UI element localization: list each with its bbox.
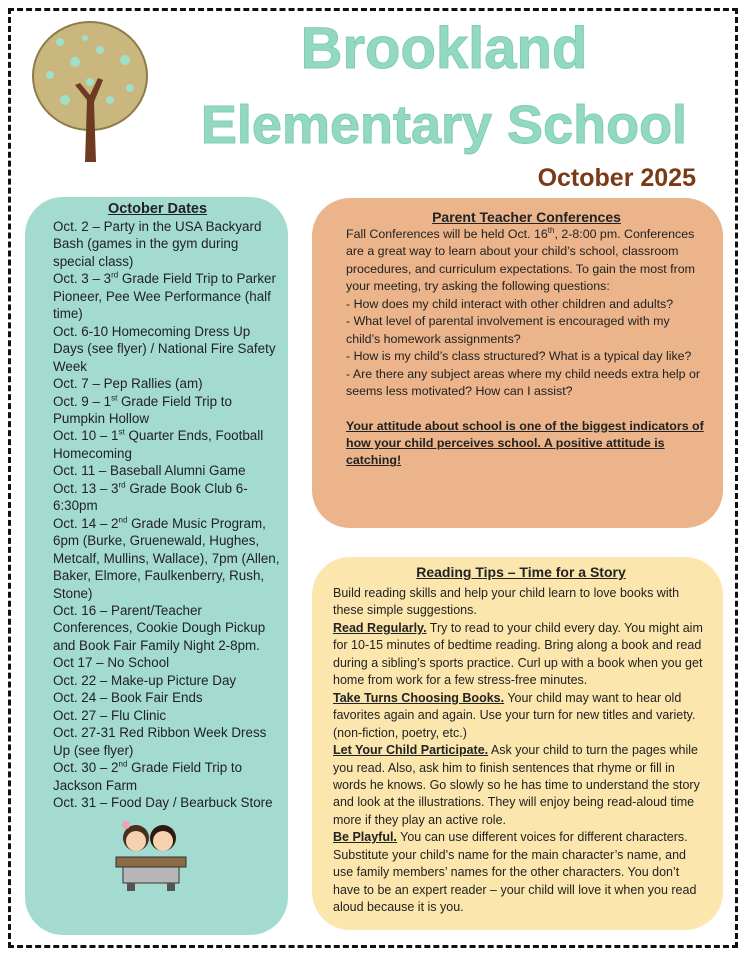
dates-list <box>53 218 282 811</box>
reading-tip: Read Regularly. Try to read to your child every day. You might aim for 10-15 minutes of bedtime reading. Bring along a book and read during a sibling’s sports practice. Curl up with a book when you get home from work for a few stress-free minutes. <box>333 620 703 688</box>
date-item: Oct. 31 – Food Day / Bearbuck Store <box>53 794 273 810</box>
parent-teacher-conferences-panel <box>312 198 723 528</box>
date-item: Oct. 16 – Parent/Teacher Conferences, Cookie Dough Pickup and Book Fair Family Night 2-8pm. <box>53 602 266 653</box>
date-item: Oct 17 – No School <box>53 655 170 671</box>
date-item: Oct. 30 – 2nd Grade Field Trip to Jackson Farm <box>53 759 243 793</box>
conferences-title: Parent Teacher Conferences <box>432 209 621 225</box>
date-item: Oct. 11 – Baseball Alumni Game <box>53 463 246 479</box>
date-item: Oct. 14 – 2nd Grade Music Program, 6pm (Burke, Gruenewald, Hughes, Metcalf, Mullins, Wallace), 7pm (Allen, Baker, Elmore, Faulkenberry, Rush, Stone) <box>53 515 280 601</box>
newsletter-date: October 2025 <box>537 164 696 192</box>
october-dates-title: October Dates <box>107 201 208 217</box>
reading-tip: Be Playful. You can use different voices for different characters. Substitute your child’s name for the main character’s name, and use family members’ names for the other characters. You don’t have to be an expert reader – your child will love it when you read aloud because it is you. <box>333 830 697 915</box>
school-name-line2: Elementary School <box>200 95 688 155</box>
date-item: Oct. 24 – Book Fair Ends <box>53 690 203 706</box>
date-item: Oct. 9 – 1st Grade Field Trip to Pumpkin Hollow <box>53 393 232 426</box>
conference-question: - How is my child’s class structured? What is a typical day like? <box>346 349 692 364</box>
school-name-line1: Brookland <box>300 16 588 81</box>
kids-at-desk-illustration <box>111 813 191 893</box>
right-column <box>312 198 723 930</box>
date-item: Oct. 3 – 3rd Grade Field Trip to Parker Pioneer, Pee Wee Performance (half time) <box>53 270 276 322</box>
conference-question: - What level of parental involvement is encouraged with my child’s homework assignments? <box>346 314 670 346</box>
conference-question: - How does my child interact with other children and adults? <box>346 296 674 311</box>
reading-tips-panel <box>312 557 723 930</box>
october-dates-panel <box>25 197 288 935</box>
date-item: Oct. 10 – 1st Quarter Ends, Football Homecoming <box>53 427 264 461</box>
conference-question: - Are there any subject areas where my child needs extra help or seems less motivated? How can I assist? <box>346 366 701 399</box>
date-item: Oct. 27-31 Red Ribbon Week Dress Up (see flyer) <box>53 725 267 758</box>
date-item: Oct. 2 – Party in the USA Backyard Bash (games in the gym during special class) <box>53 219 262 269</box>
reading-tip: Take Turns Choosing Books. Your child may want to hear old favorites again and again. Use your turn for new titles and variety. (non-fiction, poetry, etc.) <box>333 690 696 740</box>
reading-tip: Let Your Child Participate. Ask your child to turn the pages while you read. Also, ask him to finish sentences that rhyme or fill in words he knows. Go slowly so he has time to understand the story and look at the illustrations. They will enjoy being read-aloud time more if they play an active role. <box>333 743 700 827</box>
date-item: Oct. 6-10 Homecoming Dress Up Days (see flyer) / National Fire Safety Week <box>53 323 276 374</box>
reading-tips-title: Reading Tips – Time for a Story <box>416 564 626 580</box>
date-item: Oct. 7 – Pep Rallies (am) <box>53 376 203 392</box>
conferences-intro: Fall Conferences will be held Oct. 16th, 2-8:00 pm. Conferences are a great way to learn about your child’s school, classroom procedures, and curriculum expectations. To gain the most from your meeting, try asking the following questions: <box>346 225 695 294</box>
date-item: Oct. 27 – Flu Clinic <box>53 707 167 723</box>
conferences-closing: Your attitude about school is one of the biggest indicators of how your child perceives school. A positive attitude is catching! <box>346 418 704 468</box>
date-item: Oct. 13 – 3rd Grade Book Club 6-6:30pm <box>53 480 248 514</box>
reading-intro: Build reading skills and help your child learn to love books with these simple suggestions. <box>333 586 680 618</box>
date-item: Oct. 22 – Make-up Picture Day <box>53 672 237 688</box>
tree-illustration <box>30 20 150 162</box>
